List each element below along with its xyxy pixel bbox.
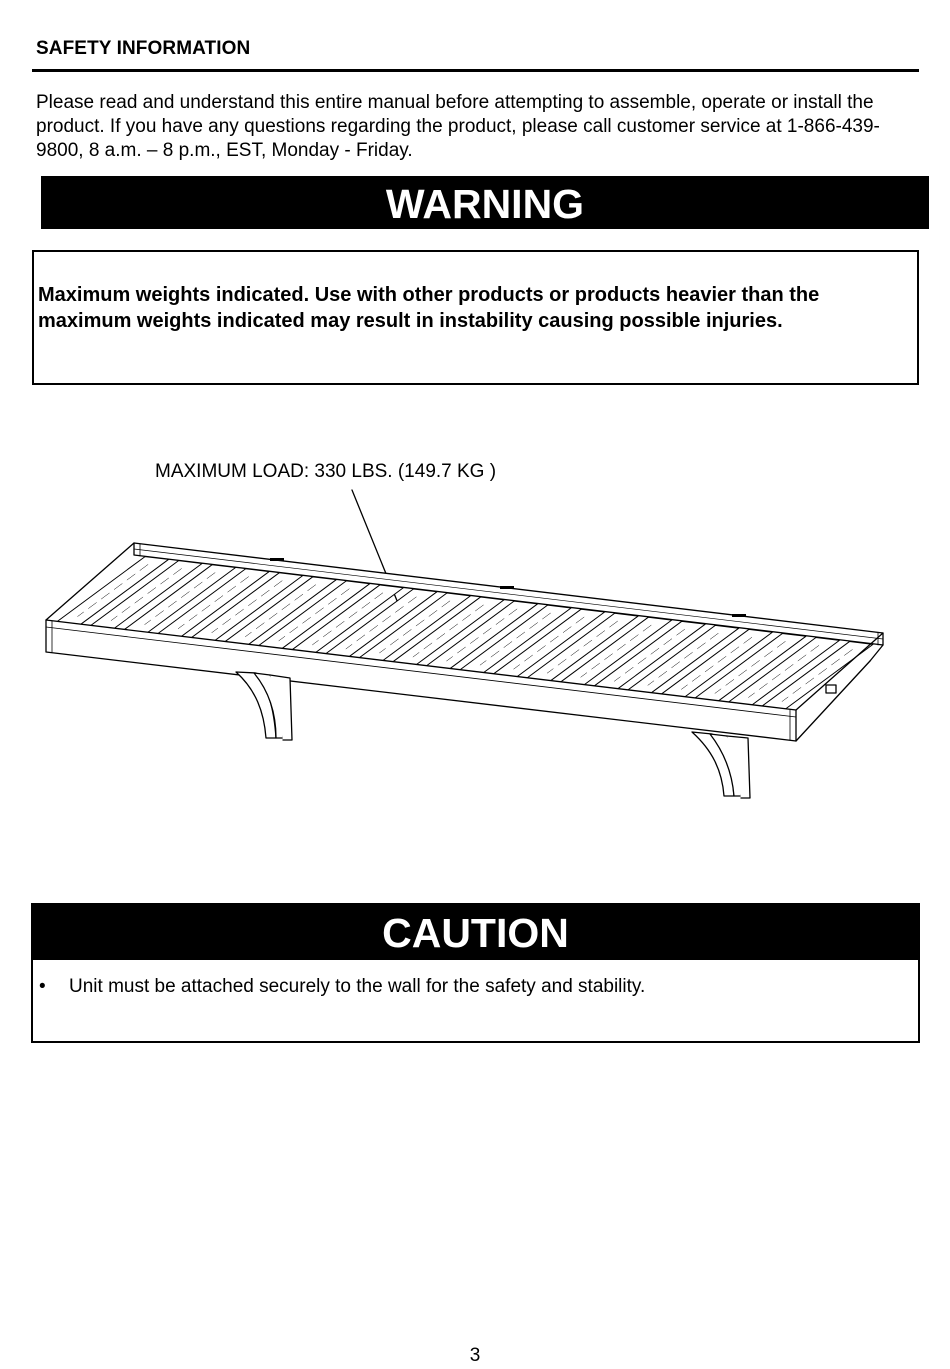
page-number: 3 bbox=[469, 1345, 481, 1366]
title-divider bbox=[32, 69, 919, 72]
caution-heading: CAUTION bbox=[33, 905, 918, 960]
intro-paragraph: Please read and understand this entire manual before attempting to assemble, operate or install the product. If you have any questions regarding the product, please call customer service at 1-866-439-9800, 8 a.m. – 8 p.m., EST, Monday - Friday. bbox=[36, 92, 880, 161]
shelf-illustration bbox=[0, 450, 950, 810]
warning-box bbox=[32, 250, 919, 385]
warning-text: Maximum weights indicated. Use with other products or products heavier than the maximum weights indicated may result in instability causing possible injuries. bbox=[38, 284, 820, 332]
caution-box bbox=[31, 903, 920, 1043]
left-bracket bbox=[236, 672, 292, 740]
right-bracket bbox=[692, 732, 750, 798]
section-title: SAFETY INFORMATION bbox=[36, 38, 251, 59]
caution-item: Unit must be attached securely to the wall for the safety and stability. bbox=[69, 976, 646, 997]
maximum-load-label: MAXIMUM LOAD: 330 LBS. (149.7 KG ) bbox=[155, 461, 497, 482]
warning-heading: WARNING bbox=[41, 176, 929, 229]
bullet-icon: • bbox=[39, 976, 46, 997]
